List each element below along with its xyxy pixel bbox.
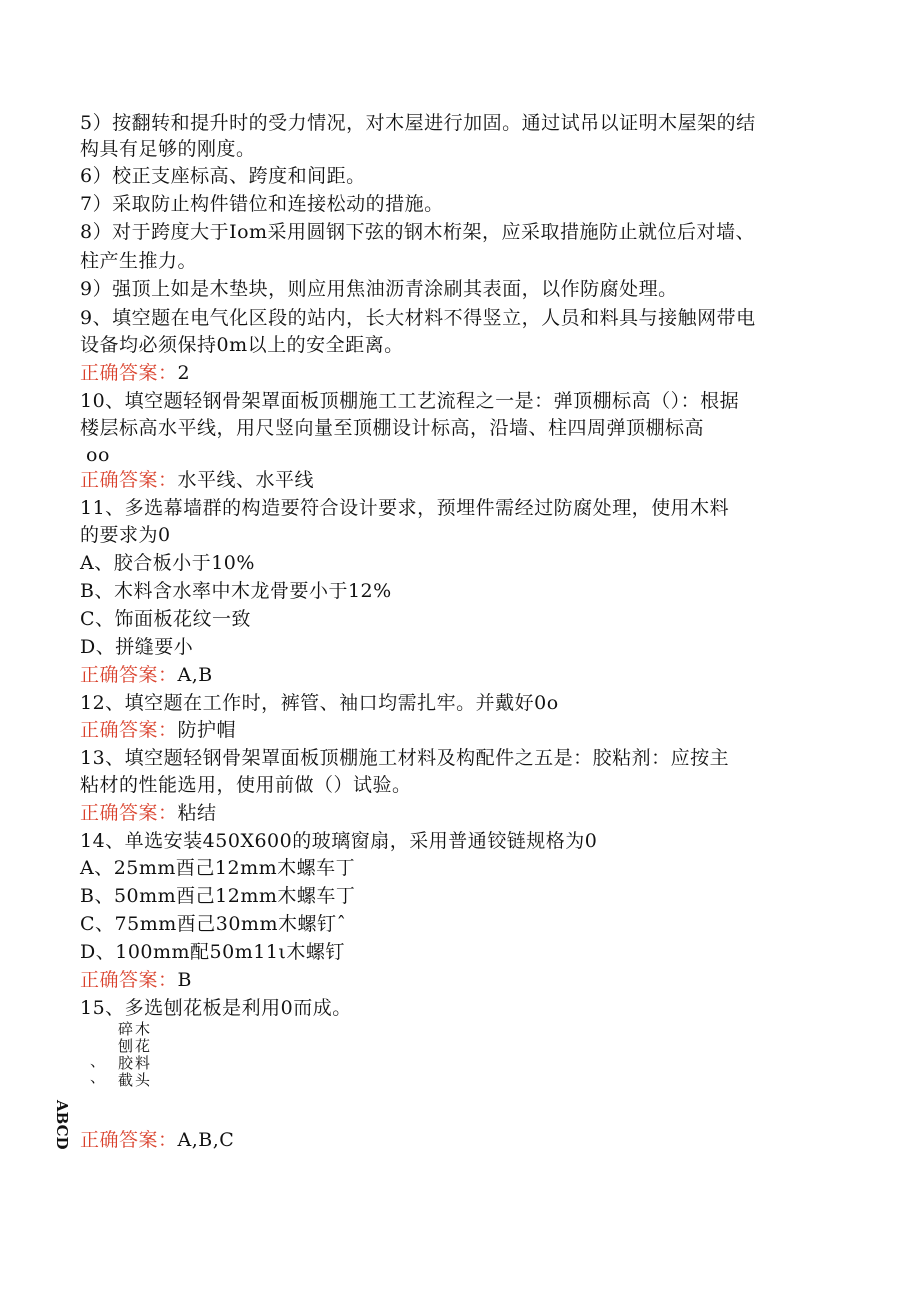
question-11-line2: 的要求为0: [80, 524, 171, 546]
text-line: 7）采取防止构件错位和连接松动的措施。: [80, 193, 444, 215]
question-14-option-d: D、100mm配50m11ι木螺钉: [80, 941, 345, 963]
question-11-line1: 11、多选幕墙群的构造要符合设计要求，预埋件需经过防腐处理，使用木料: [80, 497, 730, 519]
answer-11: [80, 662, 213, 688]
question-9-line1: 9、填空题在电气化区段的站内，长大材料不得竖立，人员和料具与接触网带电: [80, 307, 756, 329]
list-mark: 、: [90, 1052, 106, 1070]
text-line: 5）按翻转和提升时的受力情况，对木屋进行加固。通过试吊以证明木屋架的结: [80, 112, 756, 134]
answer-label: 正确答案：: [80, 1129, 178, 1151]
question-10-line3: oo: [86, 444, 110, 466]
question-14-option-c: C、75mm酉己30mm木螺钉ˆ: [80, 913, 347, 935]
text-line: 8）对于跨度大于Iom采用圆钢下弦的钢木桁架，应采取措施防止就位后对墙、: [80, 221, 756, 243]
text-line: 6）校正支座标高、跨度和间距。: [80, 165, 366, 187]
question-15-option-2: 刨花: [118, 1037, 153, 1055]
answer-label: 正确答案：: [80, 469, 178, 491]
answer-value: 防护帽: [177, 719, 237, 741]
question-12: 12、填空题在工作时，裤管、袖口均需扎牢。并戴好0o: [80, 692, 559, 714]
question-10-line2: 楼层标高水平线，用尺竖向量至顶棚设计标高，沿墙、柱四周弹顶棚标高: [80, 417, 705, 439]
question-13-line1: 13、填空题轻钢骨架罩面板顶棚施工材料及构配件之五是：胶粘剂：应按主: [80, 747, 730, 769]
answer-value: 水平线、水平线: [177, 469, 315, 491]
answer-label: 正确答案：: [80, 719, 178, 741]
question-9-line2: 设备均必须保持0m以上的安全距离。: [80, 334, 404, 356]
answer-10: [80, 467, 314, 493]
question-15-option-4: 截头: [118, 1071, 153, 1089]
answer-label: 正确答案：: [80, 664, 178, 686]
question-14-option-a: A、25mm酉己12mm木螺车丁: [80, 857, 356, 879]
question-14: 14、单选安装450X600的玻璃窗扇，采用普通铰链规格为0: [80, 830, 598, 852]
question-10-line1: 10、填空题轻钢骨架罩面板顶棚施工工艺流程之一是：弹顶棚标高（）：根据: [80, 390, 740, 412]
question-11-option-b: B、木料含水率中木龙骨要小于12%: [80, 580, 392, 602]
answer-value: A,B,C: [177, 1129, 235, 1151]
answer-15: [80, 1127, 234, 1153]
question-11-option-a: A、胶合板小于10%: [80, 552, 255, 574]
answer-value: B: [177, 969, 192, 991]
question-15-option-3: 胶料: [118, 1054, 153, 1072]
answer-label: 正确答案：: [80, 969, 178, 991]
answer-12: [80, 717, 236, 743]
list-mark: 、: [90, 1068, 106, 1086]
text-line: 9）强顶上如是木垫块，则应用焦油沥青涂刷其表面，以作防腐处理。: [80, 278, 678, 300]
rotated-option-letters: ABCD: [53, 1100, 71, 1150]
answer-14: [80, 967, 192, 993]
answer-value: 粘结: [177, 802, 217, 824]
question-15: 15、多选刨花板是利用0而成。: [80, 997, 352, 1019]
answer-value: 2: [177, 362, 191, 384]
question-14-option-b: B、50mm酉己12mm木螺车丁: [80, 885, 356, 907]
question-11-option-c: C、饰面板花纹一致: [80, 608, 252, 630]
answer-13: [80, 800, 217, 826]
answer-label: 正确答案：: [80, 802, 178, 824]
answer-value: A,B: [177, 664, 213, 686]
question-15-option-1: 碎木: [118, 1020, 153, 1038]
question-11-option-d: D、拼缝要小: [80, 636, 194, 658]
text-line: 柱产生推力。: [80, 250, 198, 272]
text-line: 构具有足够的刚度。: [80, 138, 256, 160]
question-13-line2: 粘材的性能选用，使用前做（）试验。: [80, 774, 412, 796]
answer-9: [80, 360, 190, 386]
answer-label: 正确答案：: [80, 362, 178, 384]
